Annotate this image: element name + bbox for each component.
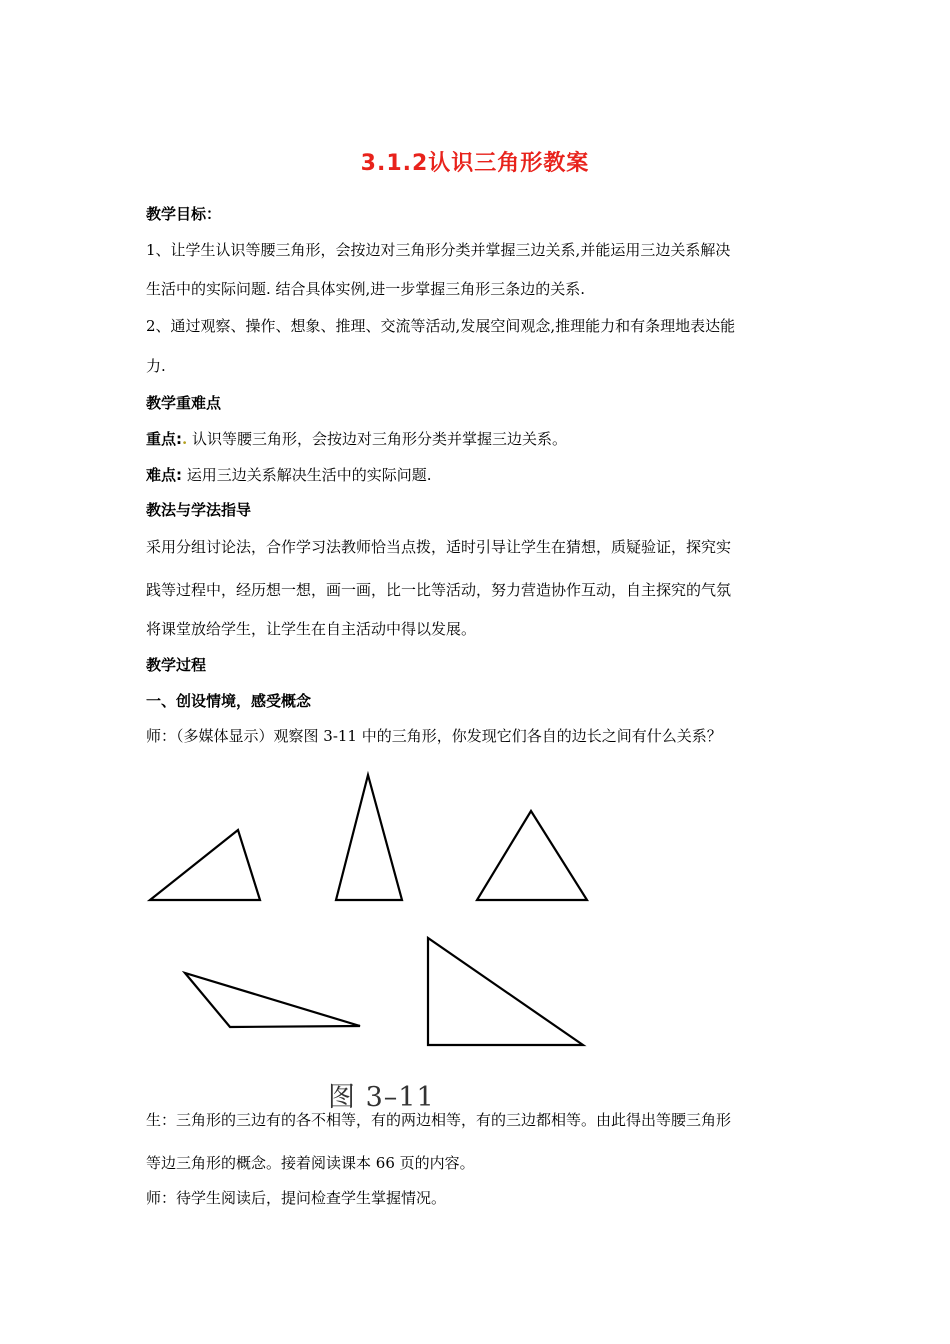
triangle-4	[185, 973, 360, 1027]
method-heading: 教法与学法指导	[146, 501, 252, 519]
key-label: 重点:	[146, 430, 182, 448]
key-point	[146, 429, 826, 449]
triangle-2	[336, 775, 402, 900]
teacher-end: 师：待学生阅读后，提问检查学生掌握情况。	[146, 1189, 447, 1207]
goal2-line2: 力.	[146, 357, 166, 375]
key-text: 认识等腰三角形，会按边对三角形分类并掌握三边关系。	[187, 430, 568, 448]
triangle-3	[477, 811, 587, 900]
method-line1: 采用分组讨论法，合作学习法教师恰当点拨，适时引导让学生在猜想，质疑验证，探究实	[146, 538, 732, 556]
section1-heading: 一、创设情境，感受概念	[146, 692, 312, 710]
triangles-figure	[140, 765, 600, 1110]
figure-caption: 图 3–11	[328, 1082, 435, 1113]
goals-heading: 教学目标：	[146, 205, 222, 223]
difficult-point	[146, 465, 826, 485]
key-dot: .	[182, 430, 188, 448]
goal1-line2: 生活中的实际问题. 结合具体实例,进一步掌握三角形三条边的关系.	[146, 280, 586, 298]
page-title: 3.1.2认识三角形教案	[360, 151, 590, 176]
goal2-line1: 2、通过观察、操作、想象、推理、交流等活动,发展空间观念,推理能力和有条理地表达能	[146, 317, 736, 335]
keypoints-heading: 教学重难点	[146, 394, 222, 412]
triangle-5	[428, 938, 583, 1045]
student-line2: 等边三角形的概念。接着阅读课本 66 页的内容。	[146, 1154, 475, 1172]
triangle-1	[150, 830, 260, 900]
process-heading: 教学过程	[146, 656, 207, 674]
student-line1: 生：三角形的三边有的各不相等，有的两边相等，有的三边都相等。由此得出等腰三角形	[146, 1111, 732, 1129]
teacher-question: 师：（多媒体显示）观察图 3-11 中的三角形，你发现它们各自的边长之间有什么关系？	[146, 727, 722, 745]
difficult-label: 难点:	[146, 466, 182, 484]
difficult-text: 运用三边关系解决生活中的实际问题.	[182, 466, 432, 484]
goal1-line1: 1、让学生认识等腰三角形，会按边对三角形分类并掌握三边关系,并能运用三边关系解决	[146, 241, 731, 259]
method-line2: 践等过程中，经历想一想，画一画，比一比等活动，努力营造协作互动，自主探究的气氛	[146, 581, 732, 599]
method-line3: 将课堂放给学生，让学生在自主活动中得以发展。	[146, 620, 477, 638]
